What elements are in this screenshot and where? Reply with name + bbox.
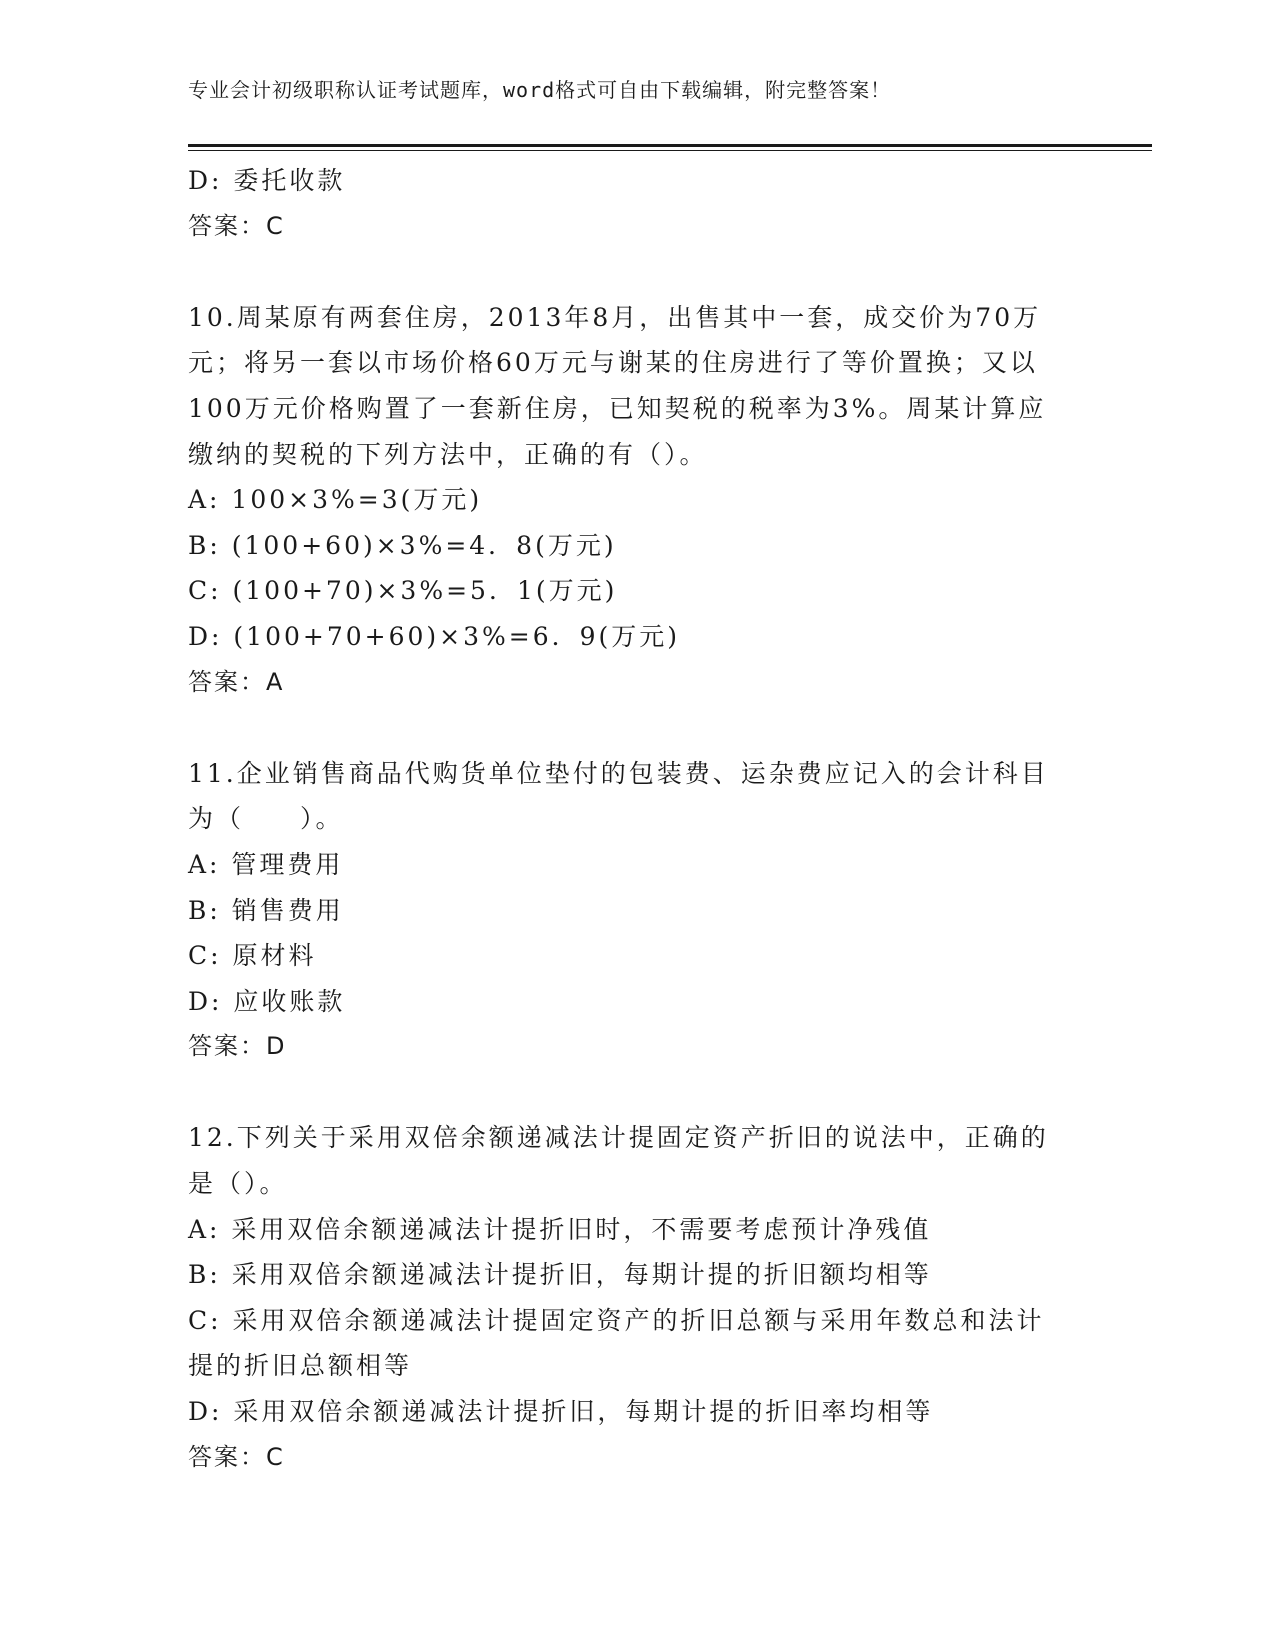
answer-line: 答案：C [188,211,285,240]
option-d: D: (100+70+60)×3%=6．9(万元) [188,621,681,651]
option-a: A: 100×3%=3(万元) [188,485,483,515]
question-block [188,158,1088,249]
option-b: B: (100+60)×3%=4．8(万元) [188,530,617,560]
spacer [188,1070,1088,1116]
question-block [188,295,1088,705]
spacer [188,705,1088,751]
option-d: D: 采用双倍余额递减法计提折旧，每期计提的折旧率均相等 [188,1397,934,1427]
question-text: 为（ ）。 [188,804,344,834]
option-b: B: 销售费用 [188,895,344,925]
question-text: 100万元价格购置了一套新住房，已知契税的税率为3%。周某计算应 [188,393,1047,423]
option-d: D: 应收账款 [188,986,346,1016]
question-text: 11.企业销售商品代购货单位垫付的包装费、运杂费应记入的会计科目 [188,758,1049,788]
option-c: C: (100+70)×3%=5．1(万元) [188,576,618,606]
spacer [188,249,1088,295]
option-c-continued: 提的折旧总额相等 [188,1351,413,1381]
header-divider-thick [188,144,1152,147]
question-text: 12.下列关于采用双倍余额递减法计提固定资产折旧的说法中，正确的 [188,1123,1049,1153]
option-d: D: 委托收款 [188,166,346,195]
question-list [188,158,1088,1480]
answer-line: 答案：D [188,1032,287,1061]
header-divider-thin [188,150,1152,151]
question-text: 缴纳的契税的下列方法中，正确的有（）。 [188,439,708,469]
answer-line: 答案：A [188,667,285,696]
question-text: 元；将另一套以市场价格60万元与谢某的住房进行了等价置换；又以 [188,348,1038,378]
option-b: B: 采用双倍余额递减法计提折旧，每期计提的折旧额均相等 [188,1260,932,1290]
page-header: 专业会计初级职称认证考试题库，word格式可自由下载编辑，附完整答案！ [188,78,892,102]
option-a: A: 管理费用 [188,849,344,879]
option-a: A: 采用双倍余额递减法计提折旧时，不需要考虑预计净残值 [188,1214,932,1244]
question-block [188,1115,1088,1480]
question-text: 是（）。 [188,1169,288,1199]
option-c: C: 采用双倍余额递减法计提固定资产的折旧总额与采用年数总和法计 [188,1305,1045,1335]
option-c: C: 原材料 [188,941,317,971]
answer-line: 答案：C [188,1442,285,1471]
question-block [188,751,1088,1070]
question-text: 10.周某原有两套住房，2013年8月，出售其中一套，成交价为70万 [188,302,1042,332]
